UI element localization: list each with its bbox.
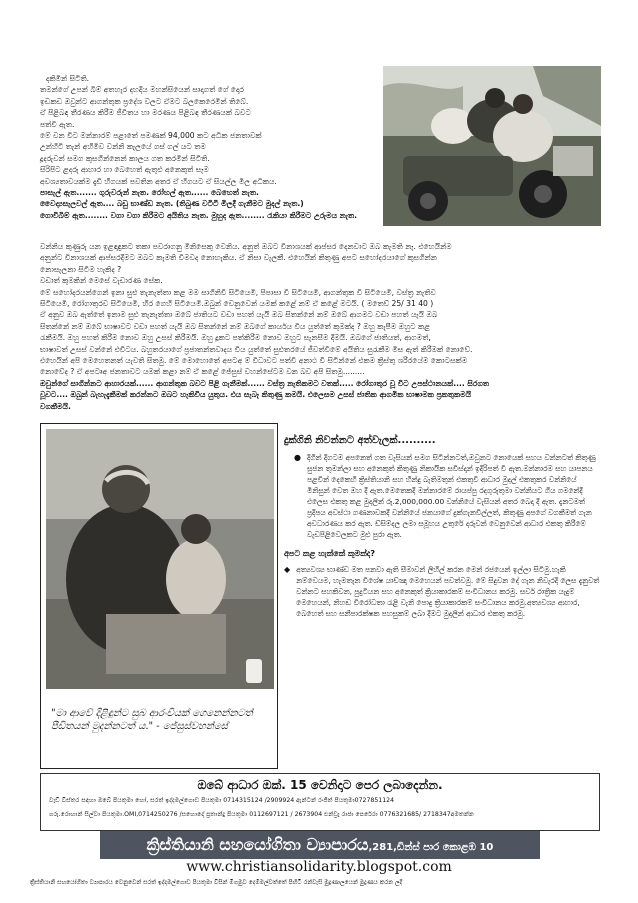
wide-paragraph: භාෂාවත් උසස් වන්නේ එවිටය. බහුතරයාගේ ප්‍රජාතන්තවාදය විය යුත්තේ සුළුතරයේ ජීවත්වීමේ අයිතිය සුරැකීම මිස ඇත් කිරීමක් නොවේ. xyxy=(40,344,473,354)
wide-paragraph: නොවේද ? ඒ අපටෘඅ ජනතාවට යමක් කළා නම් ඒ කළේ ජේසුස් වහන්සේටම වන බව අපි සිතමු......... xyxy=(40,367,365,377)
diamond-bullet-icon: ◆ xyxy=(284,565,291,574)
photo-caption: "මා ආවේ දිළිඳුන්ට සුබ ආරංචියක් ගෙනෙන්නටත් පීඩිතයන් මුදන්නටත් ය." - ජේසුස්වහන්සේ xyxy=(51,708,253,732)
wide-paragraph: සිතන්නේ නම් ඔබේ භාෂාවට වඩා පහත් යැයි ඔබ සිතන්නේ නම් ඔබගේ කාර්යය විය යුත්තේ කුමක්ද ? ඔහු කැපීම ඔහුට කළ xyxy=(40,321,431,331)
top-paragraph: පත්වී ඇත. xyxy=(40,119,75,129)
wide-paragraph: එහෙයින් අපි මෙහෙතනත් යැවති සිතමු. මේ මොහොතේ අපටඅ ම් විධාවට පත්වී අනාථ වී සිටින්නේ එකම ක්‍රිස්තු ශරීරයේම කොටසක්ම xyxy=(40,356,468,366)
bullet-text: අත්‍යවශ්‍ය භාණ්ඩ මත පනවා ඇති සීමාවන් ලිහිල් කරන මෙන් රජයෙන් ඉල්ලා සිටිමු.හැකි නම්වෙයම, හැමතැන විශේෂ යාච්ඤා මෙහෙයන් පවත්වමු. මේ සිදුවන දේ ගැන නිවැරදි ලෙස දැනුවත් වන්නට සහකිවන, පුදුටියන සහ අනෙකුත් ක්‍රියාකාරකම් සංවිධානය කරමු. සර්ව රාත්‍රික යැදුම් මෙහෙයන්, නිහඬ විරෝධතා රැළි වැනි පොදු ක්‍රියාකාරකම් සංවිධානය කරමු.අත්‍යවශ්‍ය ආහාර, බෙහෙත් සහ සනීපාරක්ෂක පහසුකම් ලබා දීමට මුදලින් ආධාර එකතු කරමු. xyxy=(296,565,600,618)
wide-paragraph: සිටියෙමි, රෝගාතුරව සිටියෙමි, හිර ගෙහි සිටියෙමි.ඔබුන් වෙනුවෙන් යමක් කළේ නම් ඒ කළේ මටයි. ( මතෙව් 25/ 31 40 ) xyxy=(40,299,434,309)
top-paragraph: උන්හිටි තැන් අහිමිව වන්නි කැලයේ ගස් ගල් යට තම xyxy=(40,142,206,152)
wide-paragraph: මේ සහෝදරයන්ගෙන් ඉනා සුළු තැනැත්තා කළ මම සාගිනිවී සිටියෙමි, පිපාසා වී සිටියෙමි, ආගන්තුක වී සිටියෙමි, වස්ත්‍ර නැතිව xyxy=(40,287,436,297)
banner-contact-2: ගරු.රොහාන් සිල්වා පියතුමා.OMI,0714250276 /සහොදෝ ප්‍රතාන්දු පියතුමා 0112697121 / 2673904 එන්ඩ්‍රෑ රාජා පෙරේරා 0776321685/ 2718347අමතන්න xyxy=(49,811,474,818)
bullet-icon: ● xyxy=(294,453,301,462)
right-subheading: අපට කළ හැක්කේ කුමක්ද? xyxy=(284,549,375,558)
top-paragraph: තමන්ගේ උපන් බිම් අතහැර දහදිය මහන්සියෙන් සාදාගත් ගේ දොර xyxy=(40,85,244,95)
print-footer: ක්‍රිස්තියානි සහයෝගිතා ව්‍යාපාරය වෙනුවෙන් සරත් ඉද්දමල්ගොඩ පියතුමා විසින් මිගමුව දෙම්මල්වත්තේ පිහිටි රන්වැසි මුද්‍රණාලයෙන් මුද්‍රණය කරන ලදී xyxy=(30,879,403,886)
organization-line xyxy=(40,831,600,862)
refugees-tractor-illustration xyxy=(383,66,601,226)
organization-bar xyxy=(40,831,600,859)
wide-paragraph: නොසැලනා සිටීම හැකිද ? xyxy=(40,264,122,274)
top-paragraph: දකිමින් සිටිති. xyxy=(46,74,90,83)
wide-paragraph: වඩාත් කුමකින් මෙසේ වැඩාරණ සේක. xyxy=(40,276,163,286)
grandmother-child-photo-box xyxy=(40,423,278,769)
top-paragraph: ඉඩකඩ ඔවුන්ට ආගන්තුක ප්‍රදේශ වලට ඒමට බලකෙරෙමින් තිබේ. xyxy=(40,96,249,106)
bullet-item xyxy=(284,564,600,619)
organization-address: ,281,ඩින්ස් පාර කොළඹ 10 xyxy=(368,842,494,853)
top-paragraph: සිරිපිට ළදරු ආහාර හා බෙහෙත් ඇතුළු අනෙකුත් සෑම xyxy=(40,165,209,175)
bullet-text: දිගින් දිගටම අපනෙත් ගත වැසියන් සමග සිටින්නටත්,ඔවුනට නොයෙක් සහය වන්නටත් කිතුණු සුජන තුමන්ලා සහ අනෙකුත් කිතුණු නිකායික සවිස්දාන් ඉදිරිපත් වී ඇත.මන්නාරම සහ යාපනය පළවින් දෙකෙහි ක්‍රිස්තියානි සහ හින්දු බැතිමතුන් එකතුවී ආධාර මුදල් එකතුකර වන්නියේ මිනිසුන් වෙත ඔහ දී ඇත.මෙතෙකදී මන්නාරමේ රායප්පු රදගුරුතුමා වන්නියට ගිය ගමනේදී එලෙස එකතු කළ මුදලින් රු.2,000,000.00 වන්නියේ වැසියන් අතර බෙදා දී ඇත. දැනටමත් ප්‍රදිපය අවස්ථා ගණනාවකදී වන්නියේ ජනයාගේ දුක්ගැනවිල්ලත්, කිතුණු අපගේ වගකීමත් ගැන අවධාරණය කර ඇත. ඩ්සිම්දල ලමා සමූහය උතුරේ දරුවන් වෙනුවෙන් ආධාර එකතු කිරීමේ වැඩපිළිවෙලකට මුළු පුරා ඇත. xyxy=(306,453,596,539)
top-paragraph: වෛද්‍යසැලවල් ඇත.... බඩු භාණ්ඩ නැත. (තිබුණ වටිටී මිලදී ගැනීමට මුදල් නැත.) xyxy=(40,199,304,209)
top-paragraph: අවශ්‍යතාවයක්ම දැඩි හිගයක් පවතින අතර ඒ හිගයට ඒ සියල්ල මිල අධිකය. xyxy=(40,176,277,186)
bullet-item xyxy=(284,452,600,540)
wide-paragraph: ඔවුන්ගේ සාගින්නට ආහාරයක්...... ආගන්තුක බවට පිළි ගැනීමක්...... වස්ත්‍ර නැතිකමට වතක්..... රෝගාතුර වූ විට උපස්ථානයක්.... සිරගත xyxy=(40,378,490,388)
top-text-column xyxy=(40,73,380,221)
donation-banner xyxy=(40,773,600,831)
wide-text-column xyxy=(40,241,600,412)
top-paragraph: ඒ පිළිබඳ තීරණය කිරීම ජීවිතය හා මරණය පිළිබඳ තීරණයක් බවට xyxy=(40,108,251,118)
grandmother-child-photo xyxy=(46,429,274,689)
wide-paragraph: වගකීමයි. xyxy=(40,401,71,411)
right-text-column xyxy=(284,434,600,619)
website-link[interactable]: www.christiansolidarity.blogspot.com xyxy=(186,859,452,875)
top-paragraph: දූදරුවන් සමග කුසගින්නෙන් කාලය ගත කරමින් සිටිති. xyxy=(40,153,210,163)
wide-paragraph: අනුන්ට විනාශයක් ආප්සරදීමට ඔබට කැමති විමවද නොහැකිය. ඒ නිසා වැලකී. එහෙයින් කිතුණු අපට සහෝදරයාගේ කුසගින්න xyxy=(40,253,437,263)
banner-contact-1: වැඩි විස්තර සඳහා ඔබේ පියතුමා හෝ, සරත් ඉද්දමල්ගොඩ පියතුමා 0714315124 /2909924 ඇන්ටන් රංජිත් පියතුමා0727851124 xyxy=(49,797,395,804)
right-heading: දුක්ගිනි නිවන්නට අත්වැලක්.......... xyxy=(284,435,436,446)
wide-paragraph: වූවට.... ඔබුන් බැහැදැකීමක් කරන්නට ඔබට හැකිවිය යුතුය. එය සැබෑ කිතුණු කමයි. එලෙසම උසස් ජාතික ආගමික භාෂාමක ප්‍රකතුකමයි xyxy=(40,390,472,400)
wide-paragraph: රැකීමයි. ඔහු පහත් කිරීම නොව ඔහු උසස් කිරීමයි. ඔහු දූකට පත්කිරීම නොව ඔහුට සැනසීම දීමයි. ඔබගේ ජාතියත්, ආගමත්, xyxy=(40,333,431,343)
wide-paragraph: වන්නිය කුණුරු යන ඉළඳාඳුකට තකා පවරාගනු මිනිසෙකු වෙනිය. අනුත් ඔබට විනාශයක් ආප්සර දෙනවාට ඔබ කැමති නෑ. එහෙයින්ම xyxy=(40,242,452,251)
wide-paragraph: ඒ අනුව ඔබ ඇත්තේ ඉනාම සුළු තැනැත්තා ඔබේ ජාතියට වඩා පහත් යැයි ඔබ සිතන්නේ නම් ඔබේ ආගමට වඩා පහත් යැයි ඔබ xyxy=(40,310,438,320)
banner-headline: ඔබේ ආධාර ඔක්. 15 වෙනිදාට පෙර ලබාදෙන්න. xyxy=(197,778,443,792)
top-paragraph: පාසැල් ඇත....... ගුරුවරුන් නැත. රෝහල් ඇත...... බෙහෙත් නැත. xyxy=(40,188,259,198)
refugees-tractor-photo xyxy=(383,66,601,226)
top-paragraph: ගොවිබිම් ඇත........ වගා වගා කිරීමට අයිතිය නැත. මුහුද ඇත........ රැකියා කිරීමට උරුමය නැත. xyxy=(40,210,358,220)
top-paragraph: මේ වන විට මන්නාරම් පළාතේ පමණක් 94,000 කට අධික ජනතාවක් xyxy=(40,131,262,141)
organization-name: ක්‍රිස්තියානි සහයෝගිතා ව්‍යාපාරය xyxy=(146,835,369,854)
